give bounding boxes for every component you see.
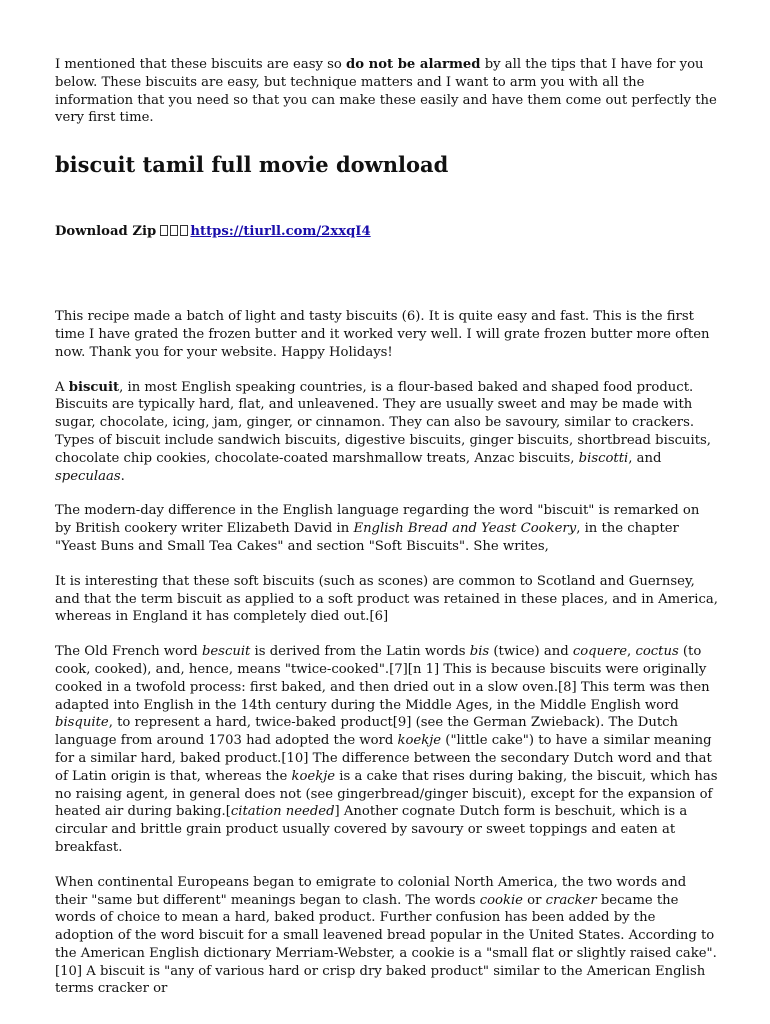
- paragraph-etymology: [55, 643, 718, 857]
- paragraph-north-america: [55, 874, 718, 999]
- italic-term: cookie: [479, 892, 523, 908]
- text-run: The modern-day difference in the English language regarding the word "biscuit" is remarked on by British cookery writer Elizabeth David in: [55, 503, 700, 537]
- paragraph-language-difference: [55, 502, 718, 555]
- italic-term: koekje: [397, 733, 442, 749]
- text-run: , to represent a hard, twice-baked product[9] (see the German Zwieback). The Dutch language from around 1703 had adopted the word: [55, 715, 679, 749]
- text-run: , in the chapter "Yeast Buns and Small Tea Cakes" and section "Soft Biscuits". She writes,: [55, 521, 679, 554]
- page-title: biscuit tamil full movie download: [55, 152, 449, 178]
- italic-term: cracker: [545, 892, 597, 908]
- intro-text-end: by all the tips that I have for you below. These biscuits are easy, but technique matters and I want to arm you with all the information that you need so that you can make these easily and have them come out perfectly the very first time.: [55, 57, 717, 126]
- italic-citation-needed: citation needed: [230, 804, 335, 820]
- text-run: (twice) and: [489, 644, 573, 660]
- italic-term: biscotti: [578, 450, 629, 466]
- intro-bold-text: do not be alarmed: [346, 57, 481, 72]
- text-run: ,: [627, 644, 636, 660]
- text-run: (to cook, cooked), and, hence, means "twice-cooked".[7][n 1] This is because biscuits were originally cooked in a twofold process: first baked, and then dried out in a slow oven.[8] This term was then adapted into English in the 14th century during the Middle Ages, in the Middle English word: [55, 644, 710, 713]
- bold-term: biscuit: [68, 379, 120, 395]
- text-run: or: [522, 892, 546, 908]
- text-run: The Old French word: [55, 644, 202, 660]
- text-run: ] Another cognate Dutch form is beschuit, which is a circular and brittle grain product usually covered by savoury or sweet toppings and eaten at breakfast.: [55, 804, 688, 855]
- italic-term: bescuit: [201, 644, 251, 660]
- text-run: When continental Europeans began to emigrate to colonial North America, the two words and their "same but different" meanings began to clash. The words: [55, 874, 687, 908]
- intro-paragraph: [55, 56, 718, 127]
- italic-book-title: English Bread and Yeast Cookery: [353, 521, 577, 537]
- italic-term: koekje: [291, 768, 336, 784]
- italic-term: speculaas: [55, 468, 121, 484]
- text-run: ("little cake") to have a similar meaning for a similar hard, baked product.[10] The difference between the secondary Dutch word and that of Latin origin is that, whereas the: [55, 733, 712, 784]
- paragraph-definition: [55, 379, 718, 486]
- download-label: Download Zip: [55, 224, 157, 240]
- italic-term: coctus: [635, 644, 679, 660]
- italic-term: bisquite: [55, 715, 109, 731]
- italic-term: bis: [469, 644, 490, 660]
- text-run: , in most English speaking countries, is a flour-based baked and shaped food product. Biscuits are typically hard, flat, and unleavened. They are usually sweet and may be made with sugar, chocolate, icing, jam, ginger, or cinnamon. They can also be savoury, similar to crackers. Types of biscuit include sandwich biscuits, digestive biscuits, ginger biscuits, shortbread biscuits, chocolate chip cookies, chocolate-coated marshmallow treats, Anzac biscuits,: [55, 379, 711, 466]
- text-run: is a cake that rises during baking, the biscuit, which has no raising agent, in general does not (see gingerbread/ginger biscuit), except for the expansion of heated air during baking.[: [55, 768, 718, 820]
- intro-text-start: I mentioned that these biscuits are easy so: [55, 57, 347, 72]
- text-run: is derived from the Latin words: [250, 644, 470, 660]
- paragraph-review: This recipe made a batch of light and tasty biscuits (6). It is quite easy and fast. This is the first time I have grated the frozen butter and it worked very well. I will grate frozen butter more often now. Thank you for your website. Happy Holidays!: [55, 309, 710, 360]
- missing-glyph-icons: [160, 223, 190, 241]
- download-line: [55, 223, 718, 241]
- download-link[interactable]: https://tiurll.com/2xxqI4: [190, 224, 371, 240]
- text-run: A: [55, 379, 69, 395]
- text-run: became the words of choice to mean a hard, baked product. Further confusion has been added by the adoption of the word biscuit for a small leavened bread popular in the United States. According to the American English dictionary Merriam-Webster, a cookie is a "small flat or slightly raised cake".[10] A biscuit is "any of various hard or crisp dry baked product" similar to the American English terms cracker or: [55, 892, 717, 997]
- text-run: .: [120, 468, 125, 484]
- text-run: , and: [628, 450, 662, 466]
- paragraph-quote: It is interesting that these soft biscuits (such as scones) are common to Scotland and Guernsey, and that the term biscuit as applied to a soft product was retained in these places, and in America, whereas in England it has completely died out.[6]: [55, 573, 718, 625]
- italic-term: coquere: [572, 644, 628, 660]
